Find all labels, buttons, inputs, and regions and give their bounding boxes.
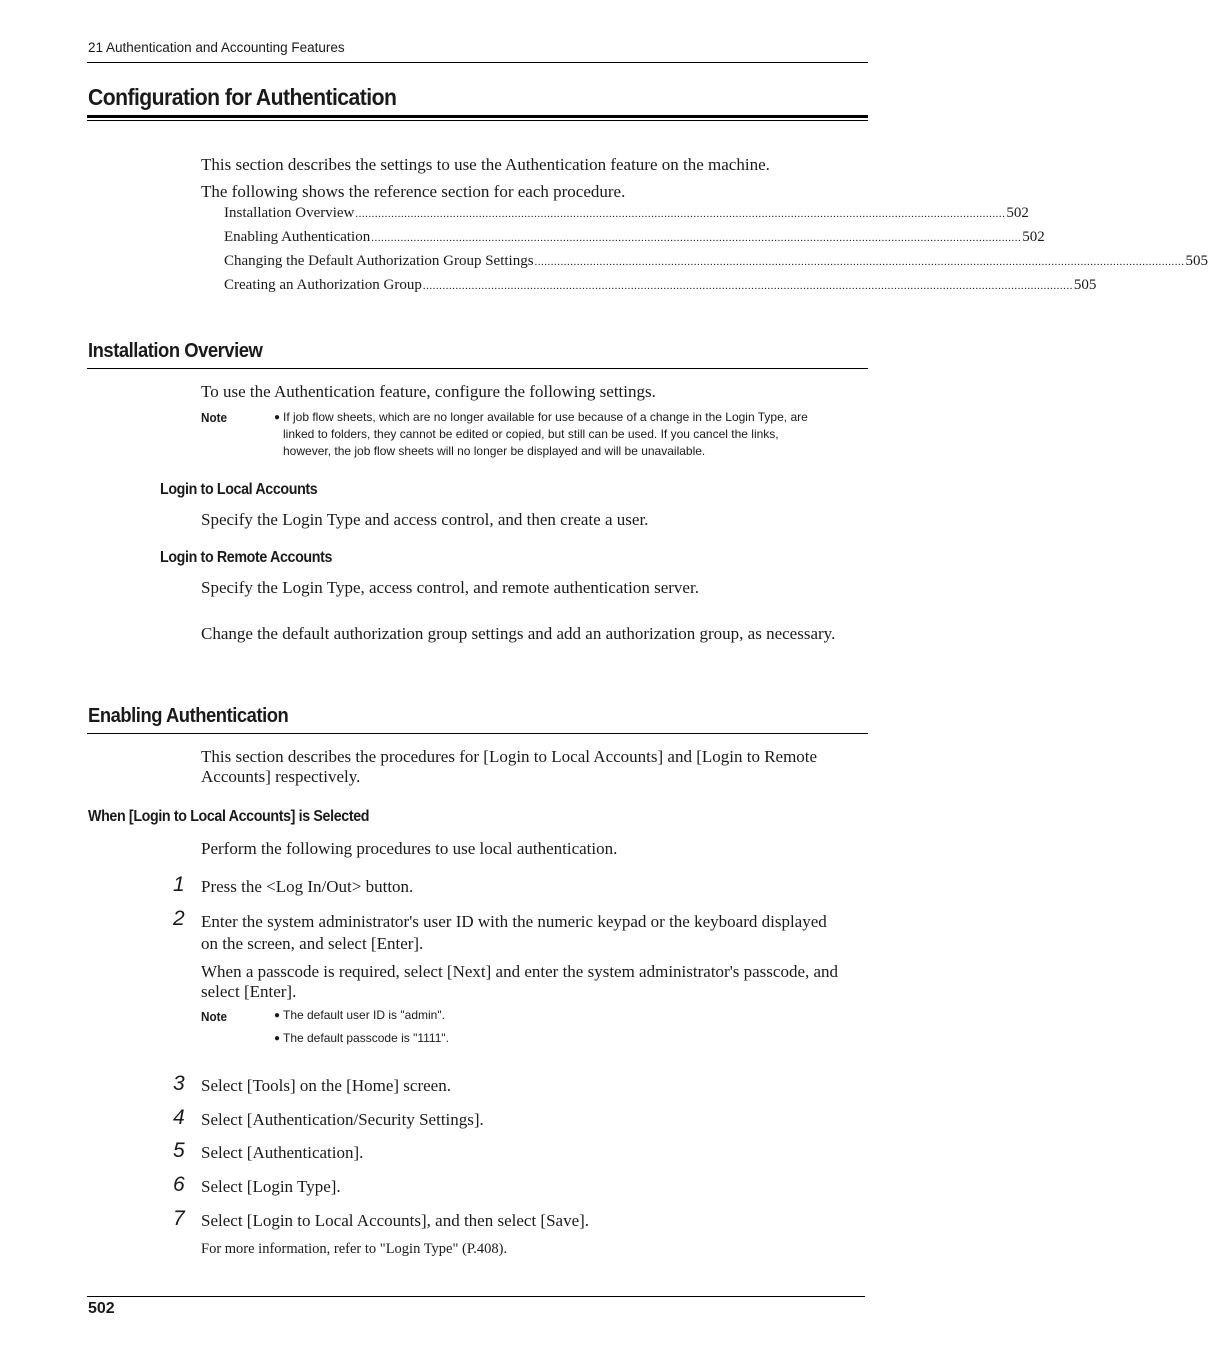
step-number: 6 bbox=[173, 1173, 185, 1196]
header-rule bbox=[87, 62, 868, 63]
page-title: Configuration for Authentication bbox=[88, 84, 397, 110]
subheading-when-local: When [Login to Local Accounts] is Selected bbox=[88, 808, 370, 825]
step-number: 7 bbox=[173, 1207, 185, 1230]
step-text: Select [Tools] on the [Home] screen. bbox=[201, 1076, 451, 1095]
toc-entry[interactable] bbox=[224, 277, 1097, 294]
bullet-icon: ● bbox=[274, 1033, 281, 1044]
toc-entry[interactable] bbox=[224, 229, 1045, 246]
section-heading-installation: Installation Overview bbox=[88, 340, 263, 362]
when-intro: Perform the following procedures to use local authentication. bbox=[201, 839, 618, 858]
toc-entry-page: 505 bbox=[1073, 277, 1097, 293]
toc-leader: ........................................................................................................................................................................................................ bbox=[371, 232, 1022, 244]
step-text: Press the <Log In/Out> button. bbox=[201, 877, 414, 896]
toc-leader: ........................................................................................................................................................................................................ bbox=[422, 280, 1073, 292]
note-text-line: linked to folders, they cannot be edited or copied, but still can be used. If you cancel the links, bbox=[283, 427, 779, 441]
toc-entry-page: 502 bbox=[1022, 229, 1045, 245]
installation-intro: To use the Authentication feature, configure the following settings. bbox=[201, 382, 656, 401]
intro-line-1: This section describes the settings to use the Authentication feature on the machine. bbox=[201, 155, 770, 174]
step-number: 3 bbox=[173, 1072, 185, 1095]
step-extra-text: When a passcode is required, select [Next] and enter the system administrator's passcode, and select [Enter]. bbox=[201, 962, 839, 1001]
toc-entry-label: Enabling Authentication bbox=[224, 229, 371, 245]
step-number: 1 bbox=[173, 873, 185, 896]
toc-leader: ........................................................................................................................................................................................................ bbox=[355, 208, 1006, 220]
note-label: Note bbox=[201, 410, 228, 425]
enabling-intro: This section describes the procedures for [Login to Local Accounts] and [Login to Remote Accounts] respectively. bbox=[201, 747, 818, 786]
step-text: Select [Login Type]. bbox=[201, 1177, 341, 1196]
step-text: Select [Authentication/Security Settings]. bbox=[201, 1110, 484, 1129]
change-text: Change the default authorization group settings and add an authorization group, as necessary. bbox=[201, 624, 836, 643]
toc-entry-page: 502 bbox=[1006, 205, 1029, 221]
step-number: 4 bbox=[173, 1106, 185, 1129]
subheading-local: Login to Local Accounts bbox=[160, 481, 318, 498]
cross-reference[interactable]: For more information, refer to "Login Type" (P.408). bbox=[201, 1241, 508, 1257]
note-label: Note bbox=[201, 1009, 228, 1024]
toc-entry[interactable] bbox=[224, 253, 1208, 270]
bullet-icon: ● bbox=[274, 412, 281, 423]
subheading-remote: Login to Remote Accounts bbox=[160, 549, 333, 566]
step-text: Enter the system administrator's user ID with the numeric keypad or the keyboard displayed on the screen, and select [Enter]. bbox=[201, 912, 827, 953]
toc-entry-label: Installation Overview bbox=[224, 205, 355, 221]
intro-line-2: The following shows the reference section for each procedure. bbox=[201, 182, 626, 201]
toc-entry-label: Changing the Default Authorization Group Settings bbox=[224, 253, 534, 269]
title-rule-thin bbox=[87, 120, 868, 121]
step-number: 5 bbox=[173, 1139, 185, 1162]
note-text-line: If job flow sheets, which are no longer available for use because of a change in the Login Type, are bbox=[283, 410, 808, 424]
toc-entry-page: 505 bbox=[1185, 253, 1208, 269]
note-item: The default passcode is "1111". bbox=[283, 1031, 449, 1045]
section-heading-enabling: Enabling Authentication bbox=[88, 705, 289, 727]
title-rule-thick bbox=[87, 115, 868, 118]
remote-text: Specify the Login Type, access control, and remote authentication server. bbox=[201, 578, 699, 597]
toc-entry[interactable] bbox=[224, 205, 1029, 222]
step-text: Select [Authentication]. bbox=[201, 1143, 364, 1162]
note-text-line: however, the job flow sheets will no longer be displayed and will be unavailable. bbox=[283, 444, 706, 458]
toc-leader: ........................................................................................................................................................................................................ bbox=[534, 256, 1185, 268]
bullet-icon: ● bbox=[274, 1010, 281, 1021]
section-rule bbox=[87, 733, 868, 734]
step-number: 2 bbox=[173, 907, 185, 930]
section-rule bbox=[87, 368, 868, 369]
footer-rule bbox=[87, 1296, 865, 1297]
note-item: The default user ID is "admin". bbox=[283, 1008, 445, 1022]
page-number: 502 bbox=[88, 1300, 115, 1317]
toc-entry-label: Creating an Authorization Group bbox=[224, 277, 422, 293]
running-header: 21 Authentication and Accounting Features bbox=[88, 40, 345, 55]
local-text: Specify the Login Type and access control, and then create a user. bbox=[201, 510, 649, 529]
step-text: Select [Login to Local Accounts], and then select [Save]. bbox=[201, 1211, 590, 1230]
